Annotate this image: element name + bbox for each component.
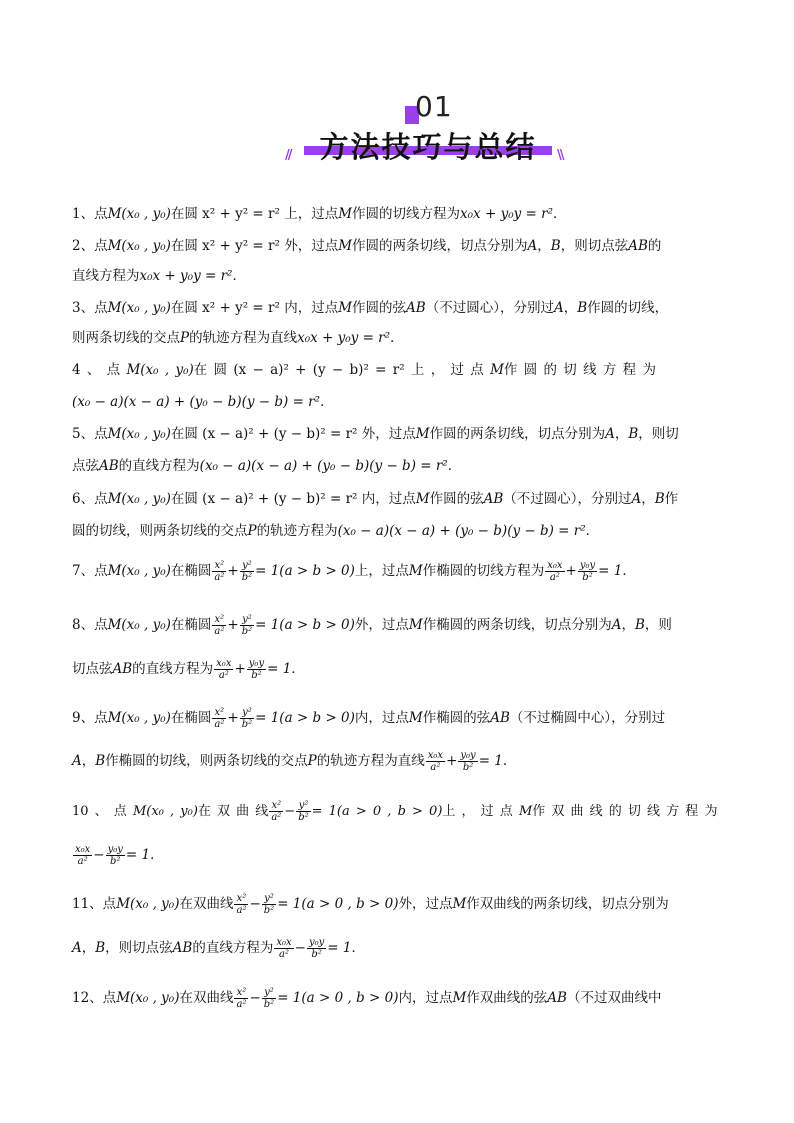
item-8-cond2: 外，过点 (354, 617, 409, 633)
item-11-rest: 作双曲线的两条切线，切点分别为 (466, 896, 669, 912)
item-12-label: 12、点 (72, 990, 117, 1006)
item-9-rest2: （不过椭圆中心），分别过 (509, 710, 666, 726)
item-10-frac-gy-num: y₀y (107, 844, 123, 855)
item-3-label: 3、点 (72, 300, 108, 316)
item-8-frac-y (240, 614, 254, 637)
item-9-frac-x-num: x² (212, 707, 226, 719)
item-11-frac-gy-num: y₀y (308, 937, 325, 948)
item-8-frac-gx-den: a² (218, 670, 229, 681)
item-9-end: ． (502, 753, 517, 769)
item-10-line-1 (72, 800, 722, 823)
item-10-condition: 在 双 曲 线 (197, 804, 269, 819)
item-9-P: P (307, 753, 317, 769)
item-8-eq2: = 1 (267, 661, 292, 677)
item-9-frac-x-den: a² (214, 719, 225, 730)
item-11-B: B (95, 940, 106, 956)
item-2-equation: x₀x + y₀y = r² (139, 268, 233, 284)
item-11-frac-x (234, 893, 248, 916)
item-8-eq1: = 1(a > b > 0) (255, 617, 355, 633)
item-7-frac-x-num: x² (212, 560, 226, 572)
item-9-label: 9、点 (72, 710, 108, 726)
item-9-frac-y-num: y² (240, 707, 254, 719)
item-1-rest: 作圆的切线方程为 (352, 206, 461, 222)
item-7-eq2: = 1 (598, 563, 623, 579)
item-7-label: 7、点 (72, 563, 108, 579)
item-11-eq1: = 1(a > 0 , b > 0) (277, 896, 399, 912)
item-11-cont2: 的直线方程为 (192, 940, 274, 956)
item-11-line-1 (72, 893, 722, 916)
item-7-frac-x-den: a² (214, 572, 225, 583)
item-6-condition: 在圆 (x − a)² + (y − b)² = r² 内，过点 (170, 491, 416, 507)
item-6-P: P (247, 523, 257, 539)
item-4-M: M (490, 362, 504, 378)
item-10-label: 10 、 点 (72, 804, 127, 819)
item-7-plus: + (227, 563, 239, 579)
item-9-frac-gy (458, 750, 477, 773)
left-slash-decoration: // (285, 148, 291, 163)
item-5-tail: ，则切 (638, 426, 679, 442)
item-2-label: 2、点 (72, 238, 108, 254)
item-11-frac-y-num: y² (262, 893, 276, 905)
item-12-rest2: （不过双曲线中 (566, 990, 662, 1006)
item-10-cond2: 上 ， 过 点 (442, 804, 513, 819)
item-5-end: ． (447, 458, 462, 474)
item-7-frac-gy-num: y₀y (579, 560, 596, 571)
item-12-frac-y (262, 987, 276, 1010)
item-10-frac-gx (73, 844, 92, 867)
item-11-end: ． (351, 940, 365, 956)
item-3-condition: 在圆 x² + y² = r² 内，过点 (170, 300, 339, 316)
item-8-rest: 作椭圆的两条切线，切点分别为 (422, 617, 612, 633)
item-3-end: ． (390, 330, 404, 346)
item-2-M: M (338, 238, 353, 254)
item-8-frac-x-num: x² (212, 614, 226, 626)
item-8-A: A (611, 617, 622, 633)
item-6-end: ． (585, 523, 600, 539)
item-10-eq1: = 1(a > 0 , b > 0) (311, 804, 443, 819)
item-9-frac-gy-den: b² (462, 762, 474, 773)
item-10-frac-gx-den: a² (77, 856, 88, 867)
item-10-frac-y-den: b² (298, 812, 309, 823)
item-9-frac-y-den: b² (241, 719, 253, 730)
item-9-eq2: = 1 (478, 753, 503, 769)
item-12-frac-x (234, 987, 248, 1010)
item-12-line-1 (72, 987, 722, 1010)
item-6-cont: 圆的切线，则两条切线的交点 (72, 523, 248, 539)
item-11-label: 11、点 (72, 896, 117, 912)
item-6-point: M(x₀ , y₀) (107, 491, 171, 507)
item-4-line-1 (72, 361, 722, 379)
item-3-rest2: （不过圆心），分别过 (425, 300, 554, 316)
item-8-frac-gx (214, 658, 233, 681)
item-7-frac-gx-den: a² (549, 572, 560, 583)
item-7-eq1: = 1(a > b > 0) (255, 563, 355, 579)
item-9-sep: ， (81, 753, 96, 769)
item-6-equation: (x₀ − a)(x − a) + (y₀ − b)(y − b) = r² (337, 523, 586, 539)
item-5-condition: 在圆 (x − a)² + (y − b)² = r² 外，过点 (170, 426, 416, 442)
item-8-frac-gx-num: x₀x (216, 658, 232, 669)
item-5-line-2 (72, 457, 722, 475)
item-4-end: ． (320, 394, 334, 410)
item-11-A: A (72, 940, 82, 956)
item-6-AB: AB (483, 491, 504, 507)
item-12-condition: 在双曲线 (179, 990, 234, 1006)
item-11-frac-gy-den: b² (311, 949, 322, 960)
item-6-label: 6、点 (72, 491, 108, 507)
item-7-frac-gx-num: x₀x (547, 560, 563, 571)
item-9-frac-y (240, 707, 254, 730)
item-8-end: ． (291, 661, 305, 677)
item-11-frac-y (262, 893, 276, 916)
item-5-rest: 作圆的两条切线，切点分别为 (429, 426, 606, 442)
item-7-frac-y-den: b² (241, 572, 253, 583)
item-2-end: ． (232, 268, 246, 284)
item-4-rest: 作 圆 的 切 线 方 程 为 (503, 362, 656, 378)
item-8-plus: + (227, 617, 239, 633)
item-3-sep: ， (563, 300, 578, 316)
item-9-frac-x (212, 707, 226, 730)
item-7-end: ． (622, 563, 636, 579)
item-8-frac-x-den: a² (214, 626, 225, 637)
item-9-A: A (72, 753, 82, 769)
item-11-sep: ， (81, 940, 96, 956)
item-8-AB: AB (112, 661, 133, 677)
item-1-equation: x₀x + y₀y = r² (460, 206, 553, 222)
item-11-minus: − (249, 896, 261, 912)
item-11-cont: ，则切点弦 (105, 940, 173, 956)
item-8-frac-gy-num: y₀y (248, 658, 265, 669)
item-9-cont: 作椭圆的切线，则两条切线的交点 (105, 753, 308, 769)
item-2-line-1 (72, 237, 722, 255)
item-2-sep: ， (537, 238, 551, 254)
item-1-end: ． (553, 206, 567, 222)
item-8-point: M(x₀ , y₀) (107, 617, 171, 633)
item-10-point: M(x₀ , y₀) (132, 804, 198, 819)
item-2-cont: 直线方程为 (72, 268, 140, 284)
item-2-line-2 (72, 267, 722, 285)
item-11-condition: 在双曲线 (179, 896, 234, 912)
item-6-sep: ， (641, 491, 655, 507)
item-8-cont: 切点弦 (72, 661, 113, 677)
item-2-B: B (550, 238, 561, 254)
item-6-A: A (631, 491, 642, 507)
item-12-minus: − (249, 990, 261, 1006)
item-9-frac-gx-den: a² (430, 762, 441, 773)
item-5-cont2: 的直线方程为 (118, 458, 200, 474)
item-10-frac-gx-num: x₀x (75, 844, 91, 855)
item-2-point: M(x₀ , y₀) (107, 238, 171, 254)
item-6-line-1 (72, 490, 722, 508)
item-9-frac-gx-num: x₀x (427, 750, 444, 761)
item-11-cond2: 外，过点 (398, 896, 453, 912)
item-12-eq1: = 1(a > 0 , b > 0) (277, 990, 399, 1006)
item-1-M: M (338, 206, 353, 222)
item-5-B: B (628, 426, 639, 442)
item-11-frac-y-den: b² (263, 905, 275, 916)
item-2-rest2: ，则切点弦 (560, 238, 629, 254)
item-6-tail: 作 (664, 491, 679, 507)
item-11-AB: AB (172, 940, 193, 956)
item-3-P: P (180, 330, 190, 346)
item-5-label: 5、点 (72, 426, 108, 442)
item-5-cont: 点弦 (72, 458, 99, 474)
item-10-frac-x-num: x² (269, 800, 283, 812)
item-9-B: B (95, 753, 106, 769)
section-header (0, 92, 794, 172)
item-12-frac-y-den: b² (263, 999, 275, 1010)
item-5-equation: (x₀ − a)(x − a) + (y₀ − b)(y − b) = r² (199, 458, 448, 474)
item-8-label: 8、点 (72, 617, 108, 633)
item-9-AB: AB (490, 710, 510, 726)
item-8-frac-gy-den: b² (251, 670, 262, 681)
item-4-equation: (x₀ − a)(x − a) + (y₀ − b)(y − b) = r² (72, 394, 321, 410)
item-9-condition: 在椭圆 (170, 710, 212, 726)
item-6-rest2: （不过圆心），分别过 (503, 491, 632, 507)
item-8-cont2: 的直线方程为 (132, 661, 214, 677)
item-9-line-1 (72, 707, 722, 730)
item-6-cont2: 的轨迹方程为 (256, 523, 338, 539)
item-9-cont2: 的轨迹方程为直线 (316, 753, 425, 769)
item-10-frac-gy (106, 844, 125, 867)
item-8-frac-y-num: y² (240, 614, 254, 626)
item-9-line-2: A，B作椭圆的切线，则两条切线的交点P的轨迹方程为直线 $\frac{\text{x₀x}}{\text{a²}}$ + $\frac{\text{y₀y}}{\text{b²}}$ = 1． (72, 750, 517, 773)
item-11-frac-gy (307, 937, 326, 960)
item-3-cont2: 的轨迹方程为直线 (189, 330, 298, 346)
item-1-label: 1、点 (72, 206, 108, 222)
item-3-line-1 (72, 299, 722, 317)
item-10-M: M (518, 804, 533, 819)
item-7-M: M (408, 563, 423, 579)
item-7-frac-gy-den: b² (582, 572, 593, 583)
item-5-point: M(x₀ , y₀) (107, 426, 171, 442)
item-8-condition: 在椭圆 (170, 617, 212, 633)
section-number-text: 01 (415, 90, 453, 123)
section-title: 方法技巧与总结 (319, 130, 537, 164)
item-10-rest: 作 双 曲 线 的 切 线 方 程 为 (532, 804, 718, 819)
item-8-frac-y-den: b² (241, 626, 253, 637)
item-11-M: M (452, 896, 467, 912)
item-3-cont: 则两条切线的交点 (72, 330, 180, 346)
item-6-M: M (415, 491, 430, 507)
item-3-rest: 作圆的弦 (352, 300, 407, 316)
item-1-line-1 (72, 205, 722, 223)
item-10-frac-gy-den: b² (110, 856, 121, 867)
item-5-AB: AB (99, 458, 119, 474)
item-6-line-2 (72, 522, 722, 540)
item-3-tail: 作圆的切线， (587, 300, 669, 316)
item-12-frac-x-den: a² (236, 999, 247, 1010)
item-11-frac-gx-den: a² (279, 949, 289, 960)
item-4-point: M(x₀ , y₀) (126, 362, 194, 378)
item-10-frac-x (269, 800, 283, 823)
item-7-frac-gx (545, 560, 564, 583)
item-5-A: A (605, 426, 615, 442)
item-12-frac-x-num: x² (234, 987, 248, 999)
item-10-end: ． (150, 847, 164, 863)
item-10-eq2: = 1 (125, 847, 151, 863)
item-3-point: M(x₀ , y₀) (107, 300, 171, 316)
item-5-M: M (415, 426, 430, 442)
item-3-equation: x₀x + y₀y = r² (297, 330, 391, 346)
item-9-point: M(x₀ , y₀) (107, 710, 171, 726)
item-10-frac-y-num: y² (296, 800, 310, 812)
item-3-A: A (553, 300, 564, 316)
item-7-frac-y (240, 560, 254, 583)
item-9-eq1: = 1(a > b > 0) (255, 710, 355, 726)
item-7-point: M(x₀ , y₀) (107, 563, 171, 579)
item-7-cond2: 上，过点 (354, 563, 409, 579)
item-2-condition: 在圆 x² + y² = r² 外，过点 (170, 238, 339, 254)
item-6-rest: 作圆的弦 (429, 491, 484, 507)
item-7-frac-x (212, 560, 226, 583)
item-8-line-2: 切点弦AB的直线方程为 $\frac{\text{x₀x}}{\text{a²}}$ + $\frac{\text{y₀y}}{\text{b²}}$ = 1． (72, 658, 305, 681)
item-9-rest: 作椭圆的弦 (422, 710, 491, 726)
item-1-condition: 在圆 x² + y² = r² 上，过点 (170, 206, 339, 222)
item-4-label: 4 、 点 (72, 362, 121, 378)
item-4-condition: 在 圆 (x − a)² + (y − b)² = r² 上 ， 过 点 (193, 362, 484, 378)
item-9-M: M (408, 710, 423, 726)
item-12-frac-y-num: y² (262, 987, 276, 999)
item-8-M: M (408, 617, 423, 633)
item-9-frac-gx (426, 750, 445, 773)
section-number (405, 90, 465, 126)
item-8-B: B (634, 617, 645, 633)
item-8-line-1 (72, 614, 722, 637)
item-7-rest: 作椭圆的切线方程为 (422, 563, 545, 579)
item-10-frac-x-den: a² (271, 812, 282, 823)
item-3-AB: AB (406, 300, 426, 316)
item-12-rest: 作双曲线的弦 (466, 990, 548, 1006)
item-12-cond2: 内，过点 (398, 990, 453, 1006)
item-11-frac-x-num: x² (234, 893, 248, 905)
item-1-point: M(x₀ , y₀) (107, 206, 171, 222)
item-7-frac-gy (578, 560, 597, 583)
item-12-AB: AB (547, 990, 567, 1006)
item-8-frac-x (212, 614, 226, 637)
item-6-B: B (654, 491, 665, 507)
item-2-tail: 的 (647, 238, 662, 254)
item-11-line-2: A，B，则切点弦AB的直线方程为 $\frac{\text{x₀x}}{\text{a²}}$ − $\frac{\text{y₀y}}{\text{b²}}$ = 1． (72, 937, 365, 960)
item-11-point: M(x₀ , y₀) (116, 896, 180, 912)
item-8-sep: ， (621, 617, 635, 633)
item-11-frac-gx-num: x₀x (276, 937, 292, 948)
item-12-point: M(x₀ , y₀) (116, 990, 180, 1006)
item-8-frac-gy (247, 658, 266, 681)
item-9-plus: + (227, 710, 239, 726)
item-10-minus: − (284, 804, 296, 819)
item-2-A: A (527, 238, 538, 254)
item-11-frac-x-den: a² (236, 905, 247, 916)
item-9-cond2: 内，过点 (354, 710, 409, 726)
item-5-sep: ， (614, 426, 629, 442)
item-10-frac-y (296, 800, 310, 823)
right-slash-decoration: \\ (557, 148, 563, 163)
item-3-B: B (577, 300, 588, 316)
item-2-AB: AB (628, 238, 648, 254)
item-3-M: M (338, 300, 353, 316)
item-3-line-2 (72, 329, 722, 347)
item-4-line-2 (72, 393, 722, 411)
item-9-frac-gy-num: y₀y (460, 750, 476, 761)
item-5-line-1 (72, 425, 722, 443)
item-8-tail: ，则 (644, 617, 672, 633)
item-11-eq2: = 1 (327, 940, 352, 956)
item-11-frac-gx (274, 937, 293, 960)
item-7-frac-y-num: y² (240, 560, 254, 572)
item-7-condition: 在椭圆 (170, 563, 212, 579)
item-2-rest: 作圆的两条切线，切点分别为 (352, 238, 528, 254)
item-10-line-2: $\frac{\text{x₀x}}{\text{a²}}$ − $\frac{\text{y₀y}}{\text{b²}}$ = 1． (75, 844, 164, 867)
item-7-line-1: 7、点M(x₀ , y₀)在椭圆 $\frac{\text{x²}}{\text{a²}}$ + $\frac{\text{y²}}{\text{b²}}$ = 1(a > b > 0)上，过点M作椭圆的切线方程为 $\frac{\text{x₀x}}{\text{a²}}$ + $\frac{\text{y₀y}}{\text{b²}}$ = 1． (72, 560, 636, 583)
item-12-M: M (452, 990, 467, 1006)
